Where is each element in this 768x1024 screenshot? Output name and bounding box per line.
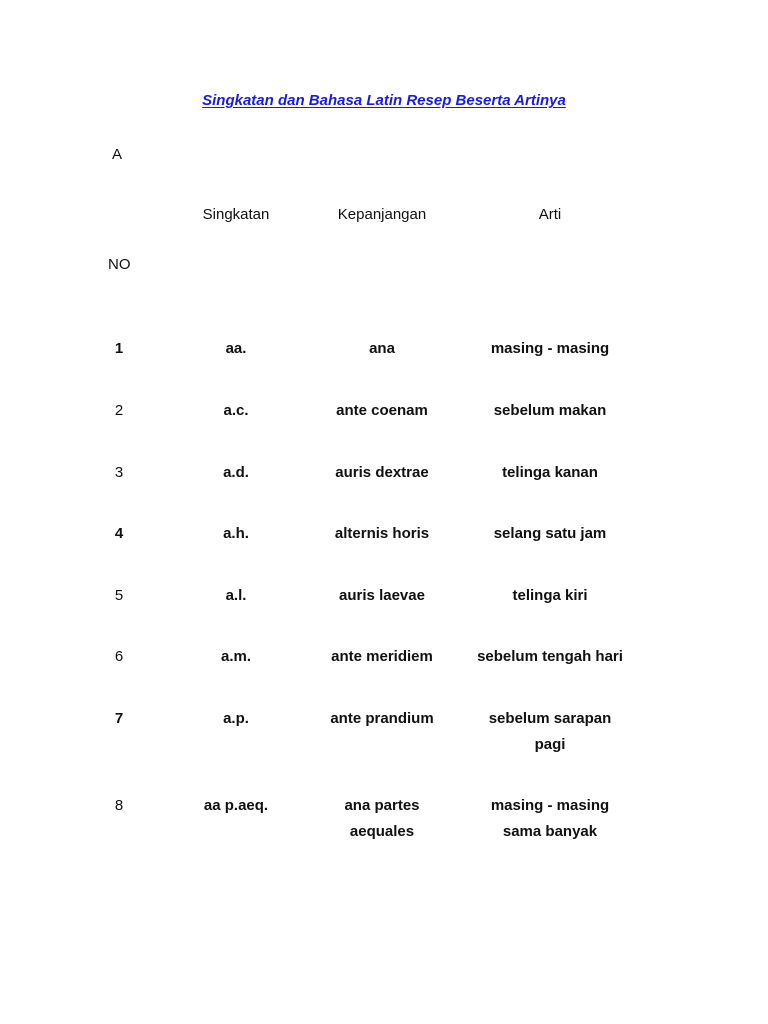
row-full-form: ana [369,340,395,357]
row-abbreviation: aa p.aeq. [203,797,269,814]
header-no: NO [108,256,131,273]
row-number: 3 [114,464,124,481]
row-meaning: sebelum sarapan pagi [488,710,612,753]
row-meaning: masing - masing [490,340,610,357]
row-abbreviation: a.l. [225,587,247,604]
row-full-form: ana partes aequales [344,797,420,840]
row-full-form: auris laevae [339,587,425,604]
row-abbreviation: a.p. [223,710,249,727]
row-full-form: alternis horis [334,525,430,542]
document-title: Singkatan dan Bahasa Latin Resep Beserta Artinya [202,92,566,109]
row-number: 6 [114,648,124,665]
row-full-form: ante prandium [330,710,434,727]
row-full-form: auris dextrae [335,464,429,481]
row-full-form: ante meridiem [331,648,433,665]
row-meaning: selang satu jam [493,525,607,542]
row-abbreviation: a.c. [223,402,249,419]
row-abbreviation: a.m. [220,648,251,665]
row-full-form: ante coenam [336,402,428,419]
row-meaning: telinga kiri [512,587,588,604]
row-meaning: telinga kanan [502,464,598,481]
row-meaning: sebelum tengah hari [477,648,623,665]
row-number: 7 [114,710,124,727]
row-meaning: masing - masing sama banyak [490,797,610,840]
row-number: 2 [114,402,124,419]
header-arti: Arti [538,206,562,223]
header-kepanjangan: Kepanjangan [337,206,427,223]
row-meaning: sebelum makan [493,402,607,419]
header-singkatan: Singkatan [202,206,270,223]
row-number: 4 [114,525,124,542]
row-number: 8 [114,797,124,814]
row-number: 1 [114,340,124,357]
section-letter: A [112,146,123,163]
row-abbreviation: a.h. [223,525,249,542]
row-number: 5 [114,587,124,604]
row-abbreviation: a.d. [223,464,249,481]
row-abbreviation: aa. [225,340,247,357]
